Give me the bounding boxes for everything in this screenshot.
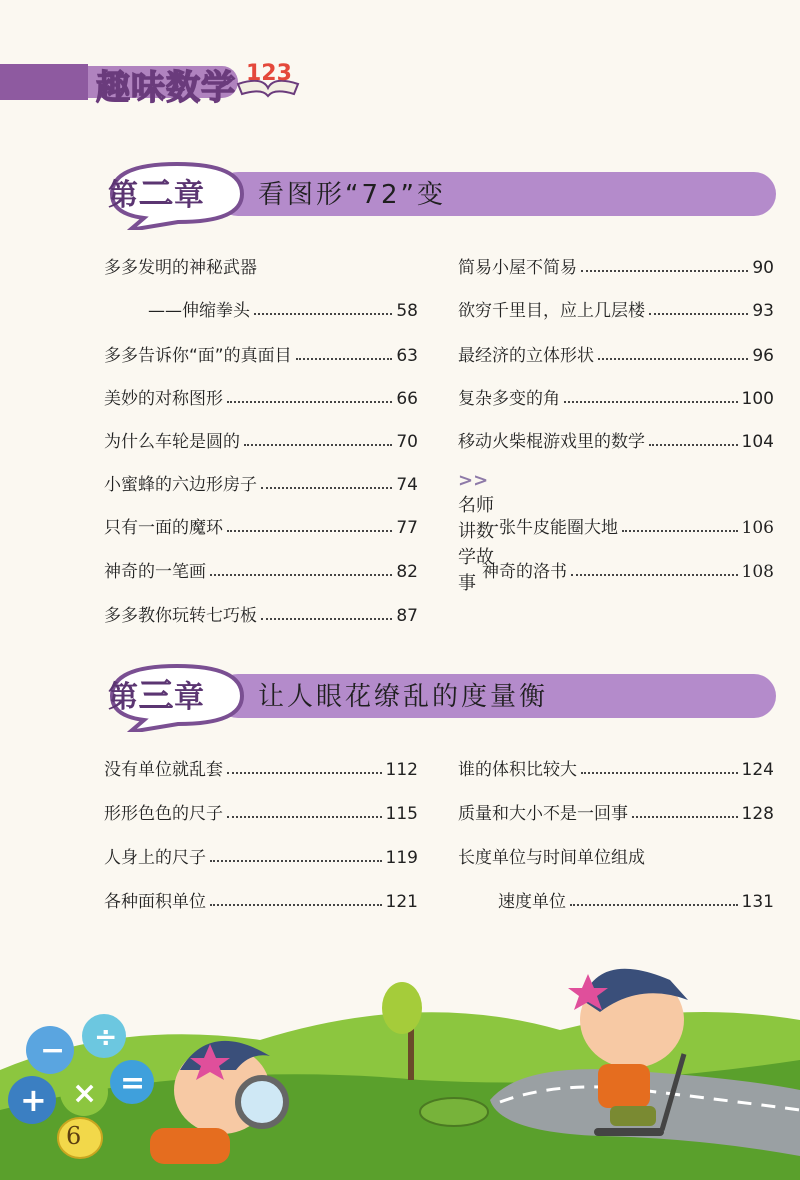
toc-entry[interactable]: 形形色色的尺子 115 (104, 804, 418, 824)
toc-entry[interactable]: 欲穷千里目，应上几层楼 93 (458, 301, 774, 321)
svg-text:×: × (72, 1076, 98, 1111)
svg-text:123: 123 (246, 61, 292, 86)
chapter-2-header (96, 158, 780, 244)
book-title: 趣味数学 (96, 68, 236, 108)
chapter-3-header (96, 660, 780, 746)
svg-text:÷: ÷ (94, 1020, 118, 1053)
toc-entry[interactable]: 多多告诉你“面”的真面目 63 (104, 346, 418, 366)
toc-entry[interactable]: 没有单位就乱套 112 (104, 760, 418, 780)
number-book-icon (232, 54, 302, 98)
section-heading: >>名师讲数学故事 (458, 470, 494, 594)
cartoon-scene (0, 960, 800, 1180)
toc-entry[interactable]: 多多发明的神秘武器 (104, 258, 257, 278)
toc-entry[interactable]: 神奇的一笔画 82 (104, 562, 418, 582)
toc-entry[interactable]: 美妙的对称图形 66 (104, 389, 418, 409)
tree-icon (382, 982, 422, 1034)
toc-entry[interactable]: 一张牛皮能圈大地 106 (482, 518, 774, 538)
svg-text:+: + (20, 1081, 47, 1119)
double-chevron-icon: >> (458, 470, 489, 491)
toc-entry[interactable]: 为什么车轮是圆的 70 (104, 432, 418, 452)
toc-entry[interactable]: 移动火柴棍游戏里的数学 104 (458, 432, 774, 452)
chapter-label: 第三章 (108, 676, 205, 716)
toc-entry[interactable]: 质量和大小不是一回事 128 (458, 804, 774, 824)
toc-entry[interactable]: 速度单位 131 (498, 892, 774, 912)
svg-text:=: = (120, 1066, 146, 1101)
toc-entry[interactable]: 最经济的立体形状 96 (458, 346, 774, 366)
toc-entry[interactable]: 神奇的洛书 108 (482, 562, 774, 582)
toc-entry[interactable]: 人身上的尺子 119 (104, 848, 418, 868)
toc-entry[interactable]: 各种面积单位 121 (104, 892, 418, 912)
toc-entry[interactable]: 多多教你玩转七巧板 87 (104, 606, 418, 626)
bush-icon (420, 1098, 488, 1126)
chapter-label: 第二章 (108, 174, 205, 214)
page-number: 6 (66, 1122, 82, 1150)
toc-entry[interactable]: ——伸缩拳头 58 (148, 301, 418, 321)
toc-entry[interactable]: 复杂多变的角 100 (458, 389, 774, 409)
toc-entry[interactable]: 谁的体积比较大 124 (458, 760, 774, 780)
toc-entry[interactable]: 小蜜蜂的六边形房子 74 (104, 475, 418, 495)
svg-text:−: − (40, 1033, 66, 1068)
toc-entry[interactable]: 简易小屋不简易 90 (458, 258, 774, 278)
toc-entry[interactable]: 只有一面的魔环 77 (104, 518, 418, 538)
chapter-title: 让人眼花缭乱的度量衡 (258, 682, 549, 712)
chapter-title: 看图形“72”变 (258, 180, 447, 210)
toc-entry[interactable]: 长度单位与时间单位组成 (458, 848, 645, 868)
header-band (0, 64, 88, 100)
